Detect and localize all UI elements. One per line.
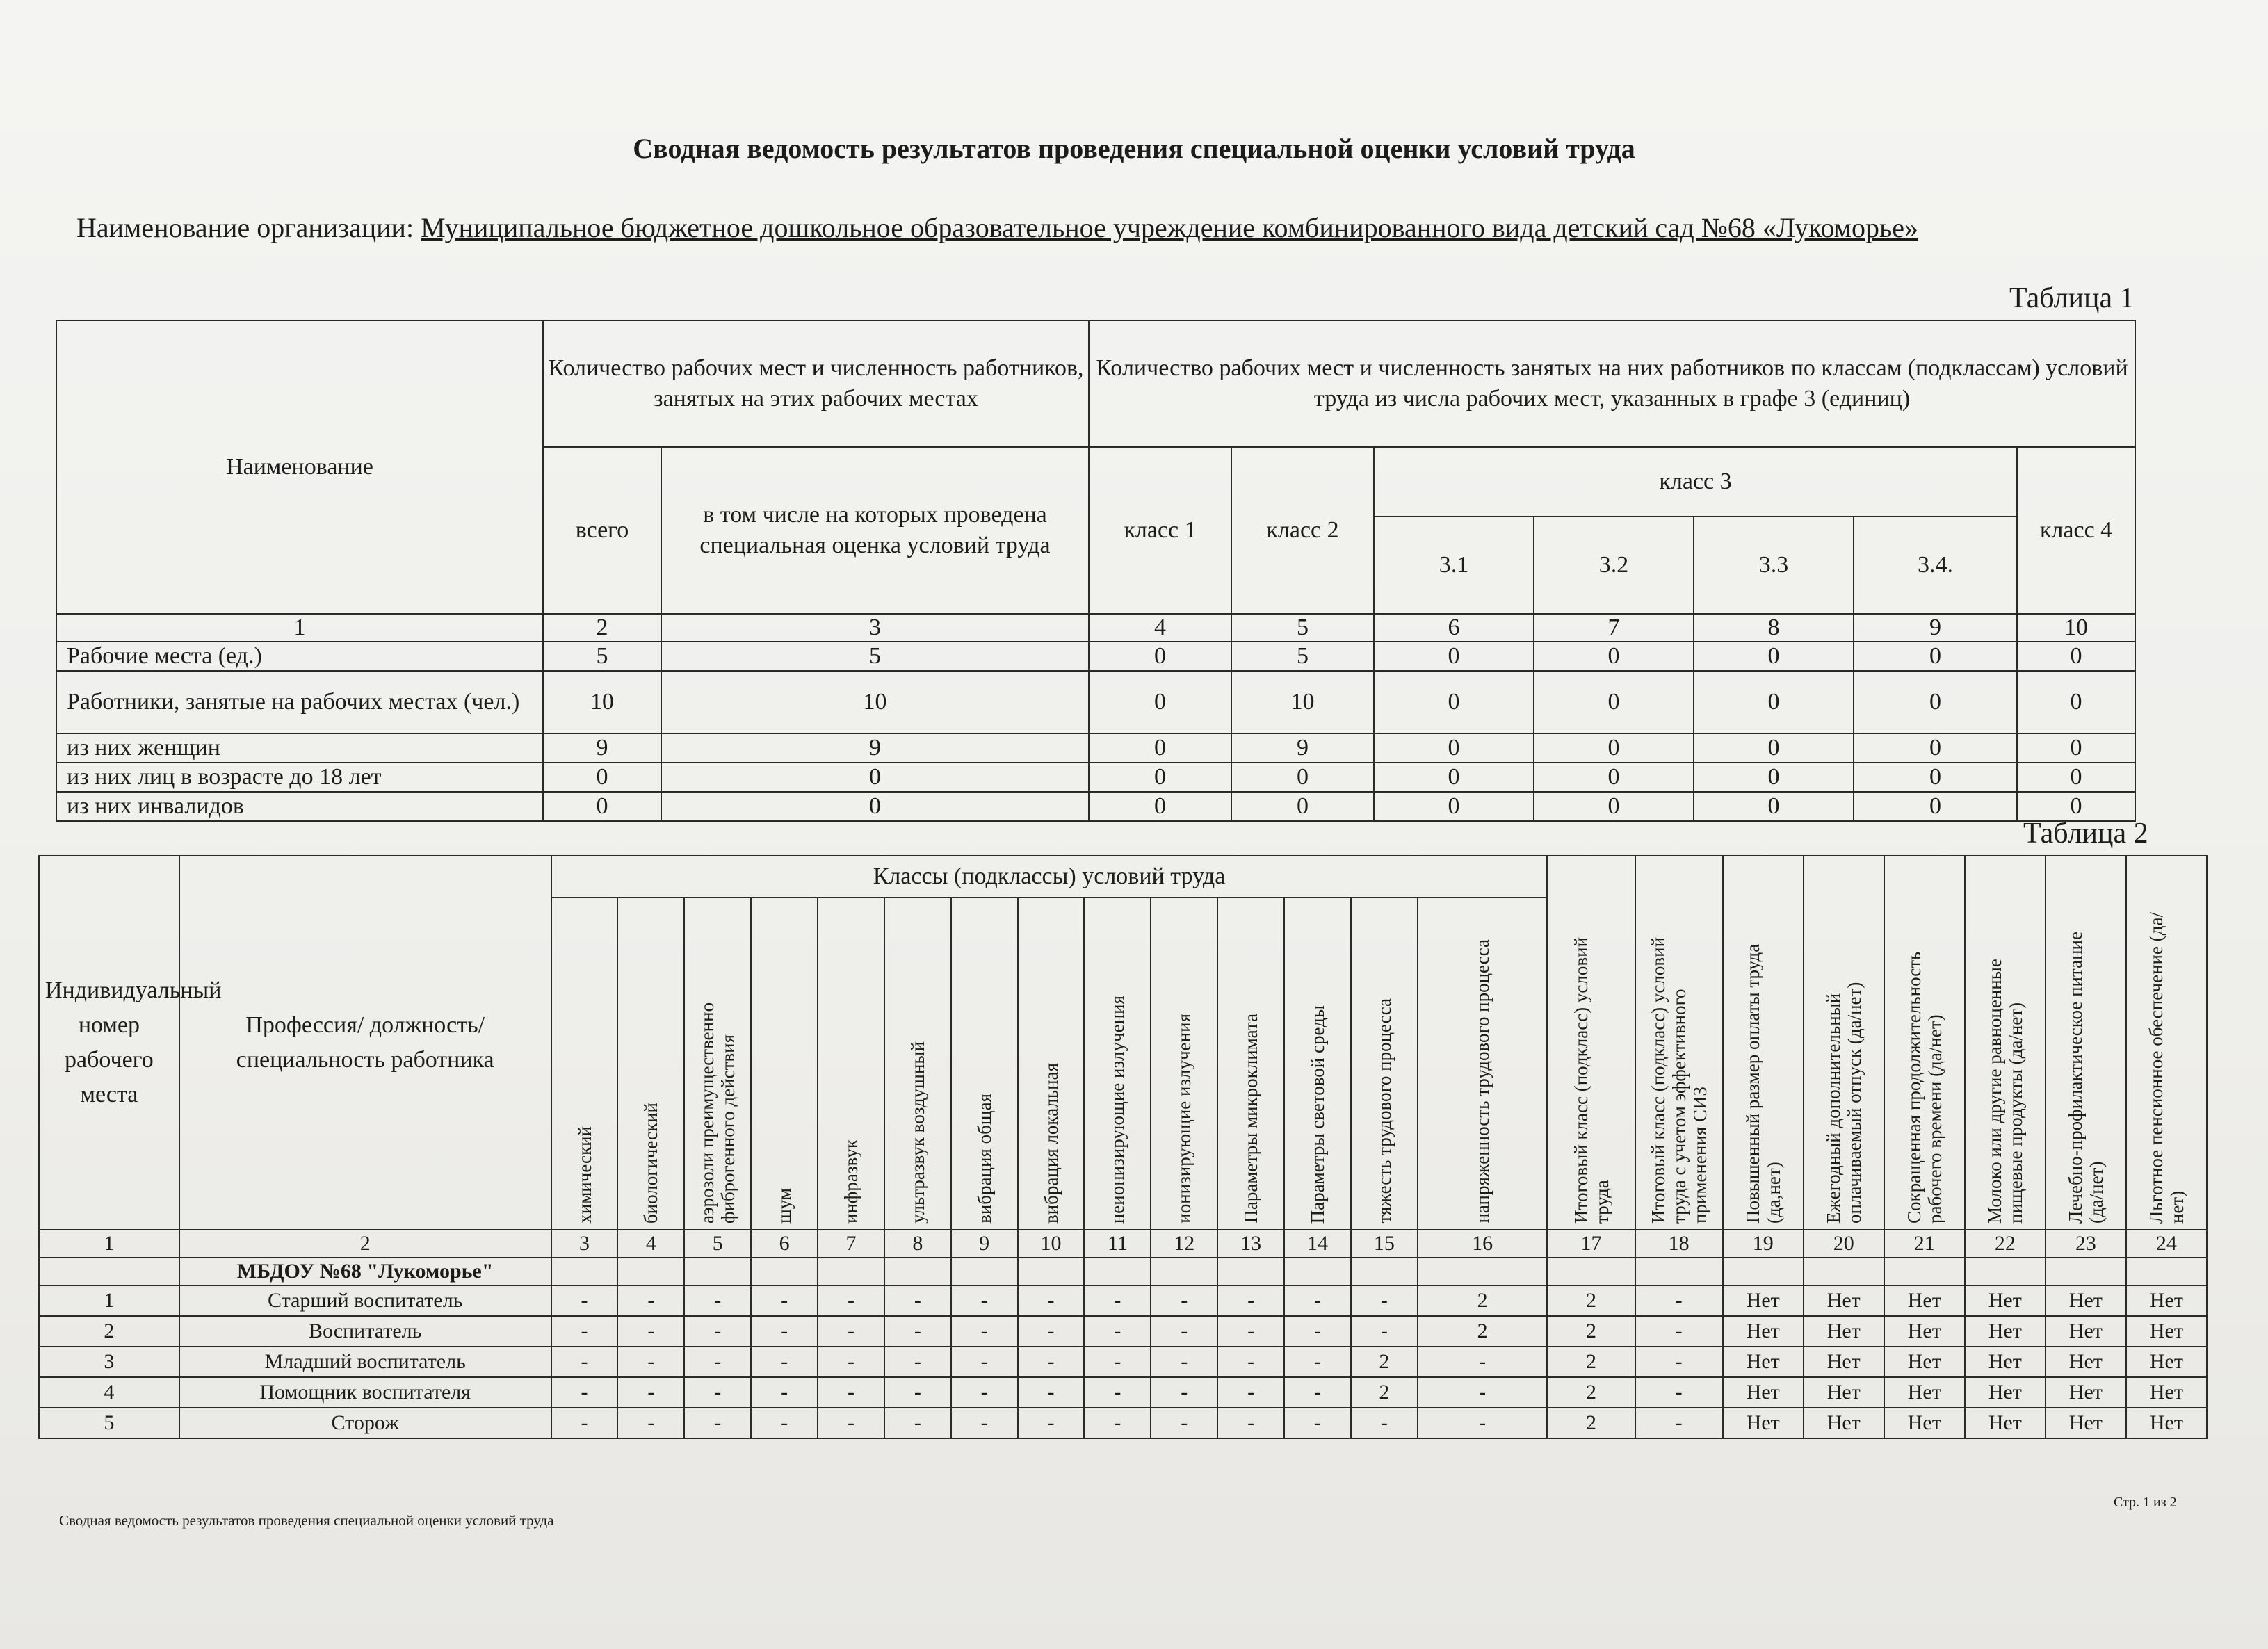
cell-value: Нет bbox=[2046, 1347, 2126, 1377]
workplace-number: 5 bbox=[39, 1408, 179, 1438]
table-row bbox=[39, 1377, 2207, 1408]
cell-value: - bbox=[884, 1377, 951, 1408]
cell-value: 0 bbox=[1374, 763, 1534, 792]
empty-cell bbox=[39, 1258, 179, 1285]
footer-title: Сводная ведомость результатов проведения специальной оценки условий труда bbox=[59, 1512, 554, 1529]
cell-value: 0 bbox=[1534, 792, 1694, 821]
cell-value: - bbox=[951, 1377, 1018, 1408]
cell-value: - bbox=[1018, 1377, 1085, 1408]
cell-value: 0 bbox=[1374, 671, 1534, 733]
cell-value: 0 bbox=[1694, 792, 1854, 821]
cell-value: Нет bbox=[1804, 1408, 1884, 1438]
cell-value: 0 bbox=[1374, 642, 1534, 671]
cell-value: 0 bbox=[1089, 792, 1231, 821]
header-factor: Параметры микроклимата bbox=[1217, 897, 1284, 1230]
cell-value: - bbox=[1635, 1377, 1723, 1408]
cell-value: - bbox=[1217, 1377, 1284, 1408]
cell-value: - bbox=[751, 1408, 818, 1438]
empty-cell bbox=[1418, 1258, 1548, 1285]
document-title: Сводная ведомость результатов проведения специальной оценки условий труда bbox=[633, 133, 1635, 164]
col-number: 7 bbox=[1534, 614, 1694, 642]
cell-value: - bbox=[551, 1285, 618, 1316]
cell-value: - bbox=[1018, 1408, 1085, 1438]
cell-value: 2 bbox=[1351, 1347, 1418, 1377]
header-name: Наименование bbox=[56, 320, 543, 614]
empty-cell bbox=[2046, 1258, 2126, 1285]
table2-label: Таблица 2 bbox=[2023, 818, 2148, 850]
organization-row: МБДОУ №68 "Лукоморье" bbox=[179, 1258, 551, 1285]
cell-value: - bbox=[684, 1377, 751, 1408]
header-sub-3-3: 3.3 bbox=[1694, 517, 1854, 614]
cell-value: 5 bbox=[1231, 642, 1374, 671]
cell-value: Нет bbox=[1804, 1347, 1884, 1377]
col-number: 9 bbox=[1854, 614, 2017, 642]
header-profession: Профессия/ должность/ специальность работника bbox=[179, 856, 551, 1230]
profession-name: Младший воспитатель bbox=[179, 1347, 551, 1377]
header-factor: аэрозоли преимущественно фиброгенного действия bbox=[684, 897, 751, 1230]
empty-cell bbox=[617, 1258, 684, 1285]
table-row bbox=[56, 792, 2135, 821]
header-result-21: Сокращенная продолжительность рабочего времени (да/нет) bbox=[1884, 856, 1965, 1230]
cell-value: Нет bbox=[2126, 1408, 2207, 1438]
empty-cell bbox=[2126, 1258, 2207, 1285]
cell-value: Нет bbox=[1884, 1285, 1965, 1316]
page-number: Стр. 1 из 2 bbox=[2114, 1495, 2177, 1510]
cell-value: 0 bbox=[543, 763, 661, 792]
header-sub-3-4: 3.4. bbox=[1854, 517, 2017, 614]
header-class-group: Количество рабочих мест и численность занятых на них работников по классам (подклассам) условий труда из числа рабочих мест, указанных в графе 3 (единиц) bbox=[1089, 320, 2135, 447]
cell-value: - bbox=[884, 1347, 951, 1377]
cell-value: 0 bbox=[1534, 763, 1694, 792]
cell-value: Нет bbox=[2046, 1408, 2126, 1438]
cell-value: 2 bbox=[1547, 1377, 1635, 1408]
cell-value: 0 bbox=[1854, 642, 2017, 671]
cell-value: - bbox=[1284, 1285, 1351, 1316]
row-name: Работники, занятые на рабочих местах (чел.) bbox=[56, 671, 543, 733]
cell-value: - bbox=[1217, 1285, 1284, 1316]
col-number: 4 bbox=[617, 1230, 684, 1258]
cell-value: Нет bbox=[2126, 1316, 2207, 1347]
empty-cell bbox=[818, 1258, 884, 1285]
row-name: из них инвалидов bbox=[56, 792, 543, 821]
table-row bbox=[39, 1408, 2207, 1438]
header-factor: вибрация локальная bbox=[1018, 897, 1085, 1230]
cell-value: 5 bbox=[543, 642, 661, 671]
col-number: 5 bbox=[684, 1230, 751, 1258]
profession-name: Помощник воспитателя bbox=[179, 1377, 551, 1408]
cell-value: 0 bbox=[1694, 671, 1854, 733]
cell-value: - bbox=[551, 1408, 618, 1438]
cell-value: - bbox=[1151, 1377, 1217, 1408]
cell-value: - bbox=[551, 1316, 618, 1347]
header-result-20: Ежегодный дополнительный оплачиваемый отпуск (да/нет) bbox=[1804, 856, 1884, 1230]
header-result-19: Повышенный размер оплаты труда (да,нет) bbox=[1723, 856, 1804, 1230]
header-factor: вибрация общая bbox=[951, 897, 1018, 1230]
col-number: 22 bbox=[1965, 1230, 2046, 1258]
cell-value: - bbox=[1635, 1316, 1723, 1347]
header-factor: шум bbox=[751, 897, 818, 1230]
col-number: 16 bbox=[1418, 1230, 1548, 1258]
cell-value: 5 bbox=[661, 642, 1089, 671]
cell-value: 2 bbox=[1418, 1285, 1548, 1316]
workplace-table bbox=[38, 855, 2208, 1439]
col-number: 2 bbox=[543, 614, 661, 642]
cell-value: Нет bbox=[2126, 1347, 2207, 1377]
col-number: 6 bbox=[1374, 614, 1534, 642]
header-result-22: Молоко или другие равноценные пищевые продукты (да/нет) bbox=[1965, 856, 2046, 1230]
col-number: 10 bbox=[2017, 614, 2135, 642]
cell-value: Нет bbox=[1965, 1347, 2046, 1377]
cell-value: - bbox=[1284, 1316, 1351, 1347]
col-number: 15 bbox=[1351, 1230, 1418, 1258]
table-row bbox=[39, 1316, 2207, 1347]
cell-value: 0 bbox=[1534, 642, 1694, 671]
profession-name: Сторож bbox=[179, 1408, 551, 1438]
cell-value: - bbox=[951, 1408, 1018, 1438]
cell-value: - bbox=[884, 1285, 951, 1316]
workplace-number: 3 bbox=[39, 1347, 179, 1377]
cell-value: Нет bbox=[2046, 1377, 2126, 1408]
cell-value: - bbox=[1151, 1347, 1217, 1377]
cell-value: 0 bbox=[2017, 763, 2135, 792]
cell-value: - bbox=[751, 1285, 818, 1316]
workplace-number: 1 bbox=[39, 1285, 179, 1316]
empty-cell bbox=[1884, 1258, 1965, 1285]
row-name: из них лиц в возрасте до 18 лет bbox=[56, 763, 543, 792]
header-sub-3-1: 3.1 bbox=[1374, 517, 1534, 614]
cell-value: - bbox=[1351, 1408, 1418, 1438]
col-number: 20 bbox=[1804, 1230, 1884, 1258]
cell-value: - bbox=[751, 1316, 818, 1347]
organization-label: Наименование организации: bbox=[76, 212, 414, 243]
cell-value: - bbox=[951, 1285, 1018, 1316]
cell-value: Нет bbox=[2046, 1316, 2126, 1347]
empty-cell bbox=[1284, 1258, 1351, 1285]
organization-line bbox=[76, 209, 2148, 247]
cell-value: - bbox=[951, 1316, 1018, 1347]
cell-value: - bbox=[1635, 1347, 1723, 1377]
col-number: 18 bbox=[1635, 1230, 1723, 1258]
header-result-18: Итоговый класс (подкласс) условий труда с учетом эффективного применения СИЗ bbox=[1635, 856, 1723, 1230]
cell-value: 0 bbox=[1374, 792, 1534, 821]
col-number: 1 bbox=[39, 1230, 179, 1258]
header-result-24: Льготное пенсионное обеспечение (да/нет) bbox=[2126, 856, 2207, 1230]
col-number: 1 bbox=[56, 614, 543, 642]
header-result-17: Итоговый класс (подкласс) условий труда bbox=[1547, 856, 1635, 1230]
cell-value: Нет bbox=[1804, 1316, 1884, 1347]
cell-value: Нет bbox=[1804, 1377, 1884, 1408]
summary-table bbox=[56, 320, 2136, 822]
cell-value: 0 bbox=[1694, 763, 1854, 792]
col-number: 24 bbox=[2126, 1230, 2207, 1258]
cell-value: Нет bbox=[1723, 1347, 1804, 1377]
header-factor: биологический bbox=[617, 897, 684, 1230]
cell-value: 0 bbox=[1854, 763, 2017, 792]
empty-cell bbox=[1084, 1258, 1151, 1285]
cell-value: 0 bbox=[1534, 671, 1694, 733]
cell-value: 10 bbox=[661, 671, 1089, 733]
col-number: 14 bbox=[1284, 1230, 1351, 1258]
cell-value: Нет bbox=[1723, 1408, 1804, 1438]
cell-value: - bbox=[818, 1285, 884, 1316]
cell-value: - bbox=[1084, 1377, 1151, 1408]
cell-value: - bbox=[884, 1316, 951, 1347]
header-class1: класс 1 bbox=[1089, 447, 1231, 614]
cell-value: - bbox=[1018, 1316, 1085, 1347]
cell-value: Нет bbox=[2126, 1285, 2207, 1316]
col-number: 10 bbox=[1018, 1230, 1085, 1258]
cell-value: - bbox=[684, 1347, 751, 1377]
col-number: 7 bbox=[818, 1230, 884, 1258]
empty-cell bbox=[884, 1258, 951, 1285]
cell-value: - bbox=[684, 1316, 751, 1347]
cell-value: 0 bbox=[1089, 733, 1231, 763]
cell-value: Нет bbox=[1884, 1408, 1965, 1438]
cell-value: Нет bbox=[1884, 1347, 1965, 1377]
col-number: 11 bbox=[1084, 1230, 1151, 1258]
cell-value: Нет bbox=[2126, 1377, 2207, 1408]
cell-value: - bbox=[617, 1316, 684, 1347]
table-row bbox=[56, 763, 2135, 792]
cell-value: - bbox=[1217, 1347, 1284, 1377]
cell-value: 10 bbox=[1231, 671, 1374, 733]
organization-name: Муниципальное бюджетное дошкольное образовательное учреждение комбинированного вида детский сад №68 «Лукоморье» bbox=[421, 212, 1918, 243]
col-number: 8 bbox=[884, 1230, 951, 1258]
profession-name: Воспитатель bbox=[179, 1316, 551, 1347]
cell-value: 9 bbox=[661, 733, 1089, 763]
header-factor: инфразвук bbox=[818, 897, 884, 1230]
cell-value: 0 bbox=[1231, 763, 1374, 792]
cell-value: 0 bbox=[1854, 671, 2017, 733]
cell-value: 0 bbox=[1374, 733, 1534, 763]
table-row bbox=[56, 671, 2135, 733]
cell-value: Нет bbox=[1965, 1316, 2046, 1347]
col-number: 8 bbox=[1694, 614, 1854, 642]
cell-value: 9 bbox=[1231, 733, 1374, 763]
cell-value: - bbox=[1084, 1408, 1151, 1438]
col-number: 19 bbox=[1723, 1230, 1804, 1258]
cell-value: - bbox=[1418, 1347, 1548, 1377]
header-factor: ионизирующие излучения bbox=[1151, 897, 1217, 1230]
cell-value: 2 bbox=[1547, 1408, 1635, 1438]
cell-value: - bbox=[1084, 1316, 1151, 1347]
cell-value: - bbox=[551, 1377, 618, 1408]
col-number: 5 bbox=[1231, 614, 1374, 642]
cell-value: - bbox=[1635, 1285, 1723, 1316]
cell-value: Нет bbox=[1965, 1285, 2046, 1316]
empty-cell bbox=[1965, 1258, 2046, 1285]
col-number: 21 bbox=[1884, 1230, 1965, 1258]
col-number: 23 bbox=[2046, 1230, 2126, 1258]
workplace-number: 4 bbox=[39, 1377, 179, 1408]
header-factor: ультразвук воздушный bbox=[884, 897, 951, 1230]
empty-cell bbox=[684, 1258, 751, 1285]
table1-label: Таблица 1 bbox=[2009, 282, 2135, 314]
cell-value: - bbox=[818, 1316, 884, 1347]
cell-value: - bbox=[617, 1377, 684, 1408]
cell-value: - bbox=[617, 1285, 684, 1316]
col-number: 3 bbox=[661, 614, 1089, 642]
table-row bbox=[56, 642, 2135, 671]
header-factor: химический bbox=[551, 897, 618, 1230]
cell-value: Нет bbox=[1965, 1377, 2046, 1408]
cell-value: - bbox=[1217, 1408, 1284, 1438]
cell-value: - bbox=[1151, 1285, 1217, 1316]
table-row bbox=[39, 1285, 2207, 1316]
cell-value: - bbox=[1151, 1408, 1217, 1438]
cell-value: - bbox=[1635, 1408, 1723, 1438]
cell-value: 0 bbox=[661, 763, 1089, 792]
header-class3: класс 3 bbox=[1374, 447, 2017, 517]
empty-cell bbox=[951, 1258, 1018, 1285]
col-number: 2 bbox=[179, 1230, 551, 1258]
cell-value: 9 bbox=[543, 733, 661, 763]
cell-value: Нет bbox=[1723, 1316, 1804, 1347]
empty-cell bbox=[1804, 1258, 1884, 1285]
header-sub-3-2: 3.2 bbox=[1534, 517, 1694, 614]
cell-value: 0 bbox=[661, 792, 1089, 821]
cell-value: - bbox=[684, 1408, 751, 1438]
cell-value: 0 bbox=[1089, 763, 1231, 792]
header-class2: класс 2 bbox=[1231, 447, 1374, 614]
header-factor: тяжесть трудового процесса bbox=[1351, 897, 1418, 1230]
empty-cell bbox=[1635, 1258, 1723, 1285]
cell-value: 0 bbox=[1089, 671, 1231, 733]
cell-value: - bbox=[1351, 1285, 1418, 1316]
cell-value: 0 bbox=[2017, 642, 2135, 671]
cell-value: - bbox=[1351, 1316, 1418, 1347]
cell-value: 2 bbox=[1547, 1347, 1635, 1377]
table-row bbox=[39, 1347, 2207, 1377]
cell-value: - bbox=[818, 1408, 884, 1438]
cell-value: - bbox=[1418, 1377, 1548, 1408]
cell-value: 10 bbox=[543, 671, 661, 733]
cell-value: 0 bbox=[2017, 733, 2135, 763]
cell-value: - bbox=[1284, 1347, 1351, 1377]
cell-value: - bbox=[1084, 1347, 1151, 1377]
row-name: из них женщин bbox=[56, 733, 543, 763]
header-count-group: Количество рабочих мест и численность работников, занятых на этих рабочих местах bbox=[543, 320, 1089, 447]
cell-value: - bbox=[684, 1285, 751, 1316]
col-number: 6 bbox=[751, 1230, 818, 1258]
empty-cell bbox=[1151, 1258, 1217, 1285]
cell-value: 2 bbox=[1547, 1285, 1635, 1316]
empty-cell bbox=[1351, 1258, 1418, 1285]
col-number: 4 bbox=[1089, 614, 1231, 642]
cell-value: - bbox=[617, 1347, 684, 1377]
empty-cell bbox=[1723, 1258, 1804, 1285]
cell-value: Нет bbox=[1723, 1377, 1804, 1408]
cell-value: - bbox=[751, 1347, 818, 1377]
empty-cell bbox=[751, 1258, 818, 1285]
col-number: 9 bbox=[951, 1230, 1018, 1258]
table-row bbox=[56, 733, 2135, 763]
col-number: 17 bbox=[1547, 1230, 1635, 1258]
cell-value: 0 bbox=[1854, 792, 2017, 821]
row-name: Рабочие места (ед.) bbox=[56, 642, 543, 671]
cell-value: Нет bbox=[1723, 1285, 1804, 1316]
cell-value: - bbox=[751, 1377, 818, 1408]
cell-value: 2 bbox=[1351, 1377, 1418, 1408]
cell-value: - bbox=[1284, 1408, 1351, 1438]
header-workplace-no: Индивидуальный номер рабочего места bbox=[39, 856, 179, 1230]
header-factor: неионизирующие излучения bbox=[1084, 897, 1151, 1230]
cell-value: Нет bbox=[2046, 1285, 2126, 1316]
cell-value: Нет bbox=[1804, 1285, 1884, 1316]
cell-value: - bbox=[884, 1408, 951, 1438]
cell-value: 0 bbox=[1854, 733, 2017, 763]
cell-value: - bbox=[818, 1347, 884, 1377]
cell-value: - bbox=[1284, 1377, 1351, 1408]
header-factor: напряженность трудового процесса bbox=[1418, 897, 1548, 1230]
header-classes-group: Классы (подклассы) условий труда bbox=[551, 856, 1548, 897]
cell-value: 0 bbox=[1089, 642, 1231, 671]
cell-value: - bbox=[818, 1377, 884, 1408]
cell-value: - bbox=[617, 1408, 684, 1438]
cell-value: 0 bbox=[543, 792, 661, 821]
cell-value: - bbox=[1018, 1347, 1085, 1377]
cell-value: Нет bbox=[1884, 1316, 1965, 1347]
workplace-number: 2 bbox=[39, 1316, 179, 1347]
header-assessed: в том числе на которых проведена специальная оценка условий труда bbox=[661, 447, 1089, 614]
cell-value: 0 bbox=[1231, 792, 1374, 821]
empty-cell bbox=[1018, 1258, 1085, 1285]
cell-value: 0 bbox=[1694, 733, 1854, 763]
header-result-23: Лечебно-профилактическое питание (да/нет) bbox=[2046, 856, 2126, 1230]
cell-value: 2 bbox=[1418, 1316, 1548, 1347]
cell-value: - bbox=[951, 1347, 1018, 1377]
empty-cell bbox=[1547, 1258, 1635, 1285]
col-number: 13 bbox=[1217, 1230, 1284, 1258]
cell-value: - bbox=[1151, 1316, 1217, 1347]
cell-value: 0 bbox=[2017, 671, 2135, 733]
cell-value: 2 bbox=[1547, 1316, 1635, 1347]
empty-cell bbox=[551, 1258, 618, 1285]
cell-value: Нет bbox=[1965, 1408, 2046, 1438]
cell-value: - bbox=[1084, 1285, 1151, 1316]
col-number: 3 bbox=[551, 1230, 618, 1258]
cell-value: - bbox=[551, 1347, 618, 1377]
header-total: всего bbox=[543, 447, 661, 614]
cell-value: 0 bbox=[1534, 733, 1694, 763]
cell-value: 0 bbox=[2017, 792, 2135, 821]
cell-value: Нет bbox=[1884, 1377, 1965, 1408]
profession-name: Старший воспитатель bbox=[179, 1285, 551, 1316]
header-class4: класс 4 bbox=[2017, 447, 2135, 614]
cell-value: - bbox=[1018, 1285, 1085, 1316]
header-factor: Параметры световой среды bbox=[1284, 897, 1351, 1230]
cell-value: - bbox=[1418, 1408, 1548, 1438]
empty-cell bbox=[1217, 1258, 1284, 1285]
col-number: 12 bbox=[1151, 1230, 1217, 1258]
cell-value: 0 bbox=[1694, 642, 1854, 671]
cell-value: - bbox=[1217, 1316, 1284, 1347]
